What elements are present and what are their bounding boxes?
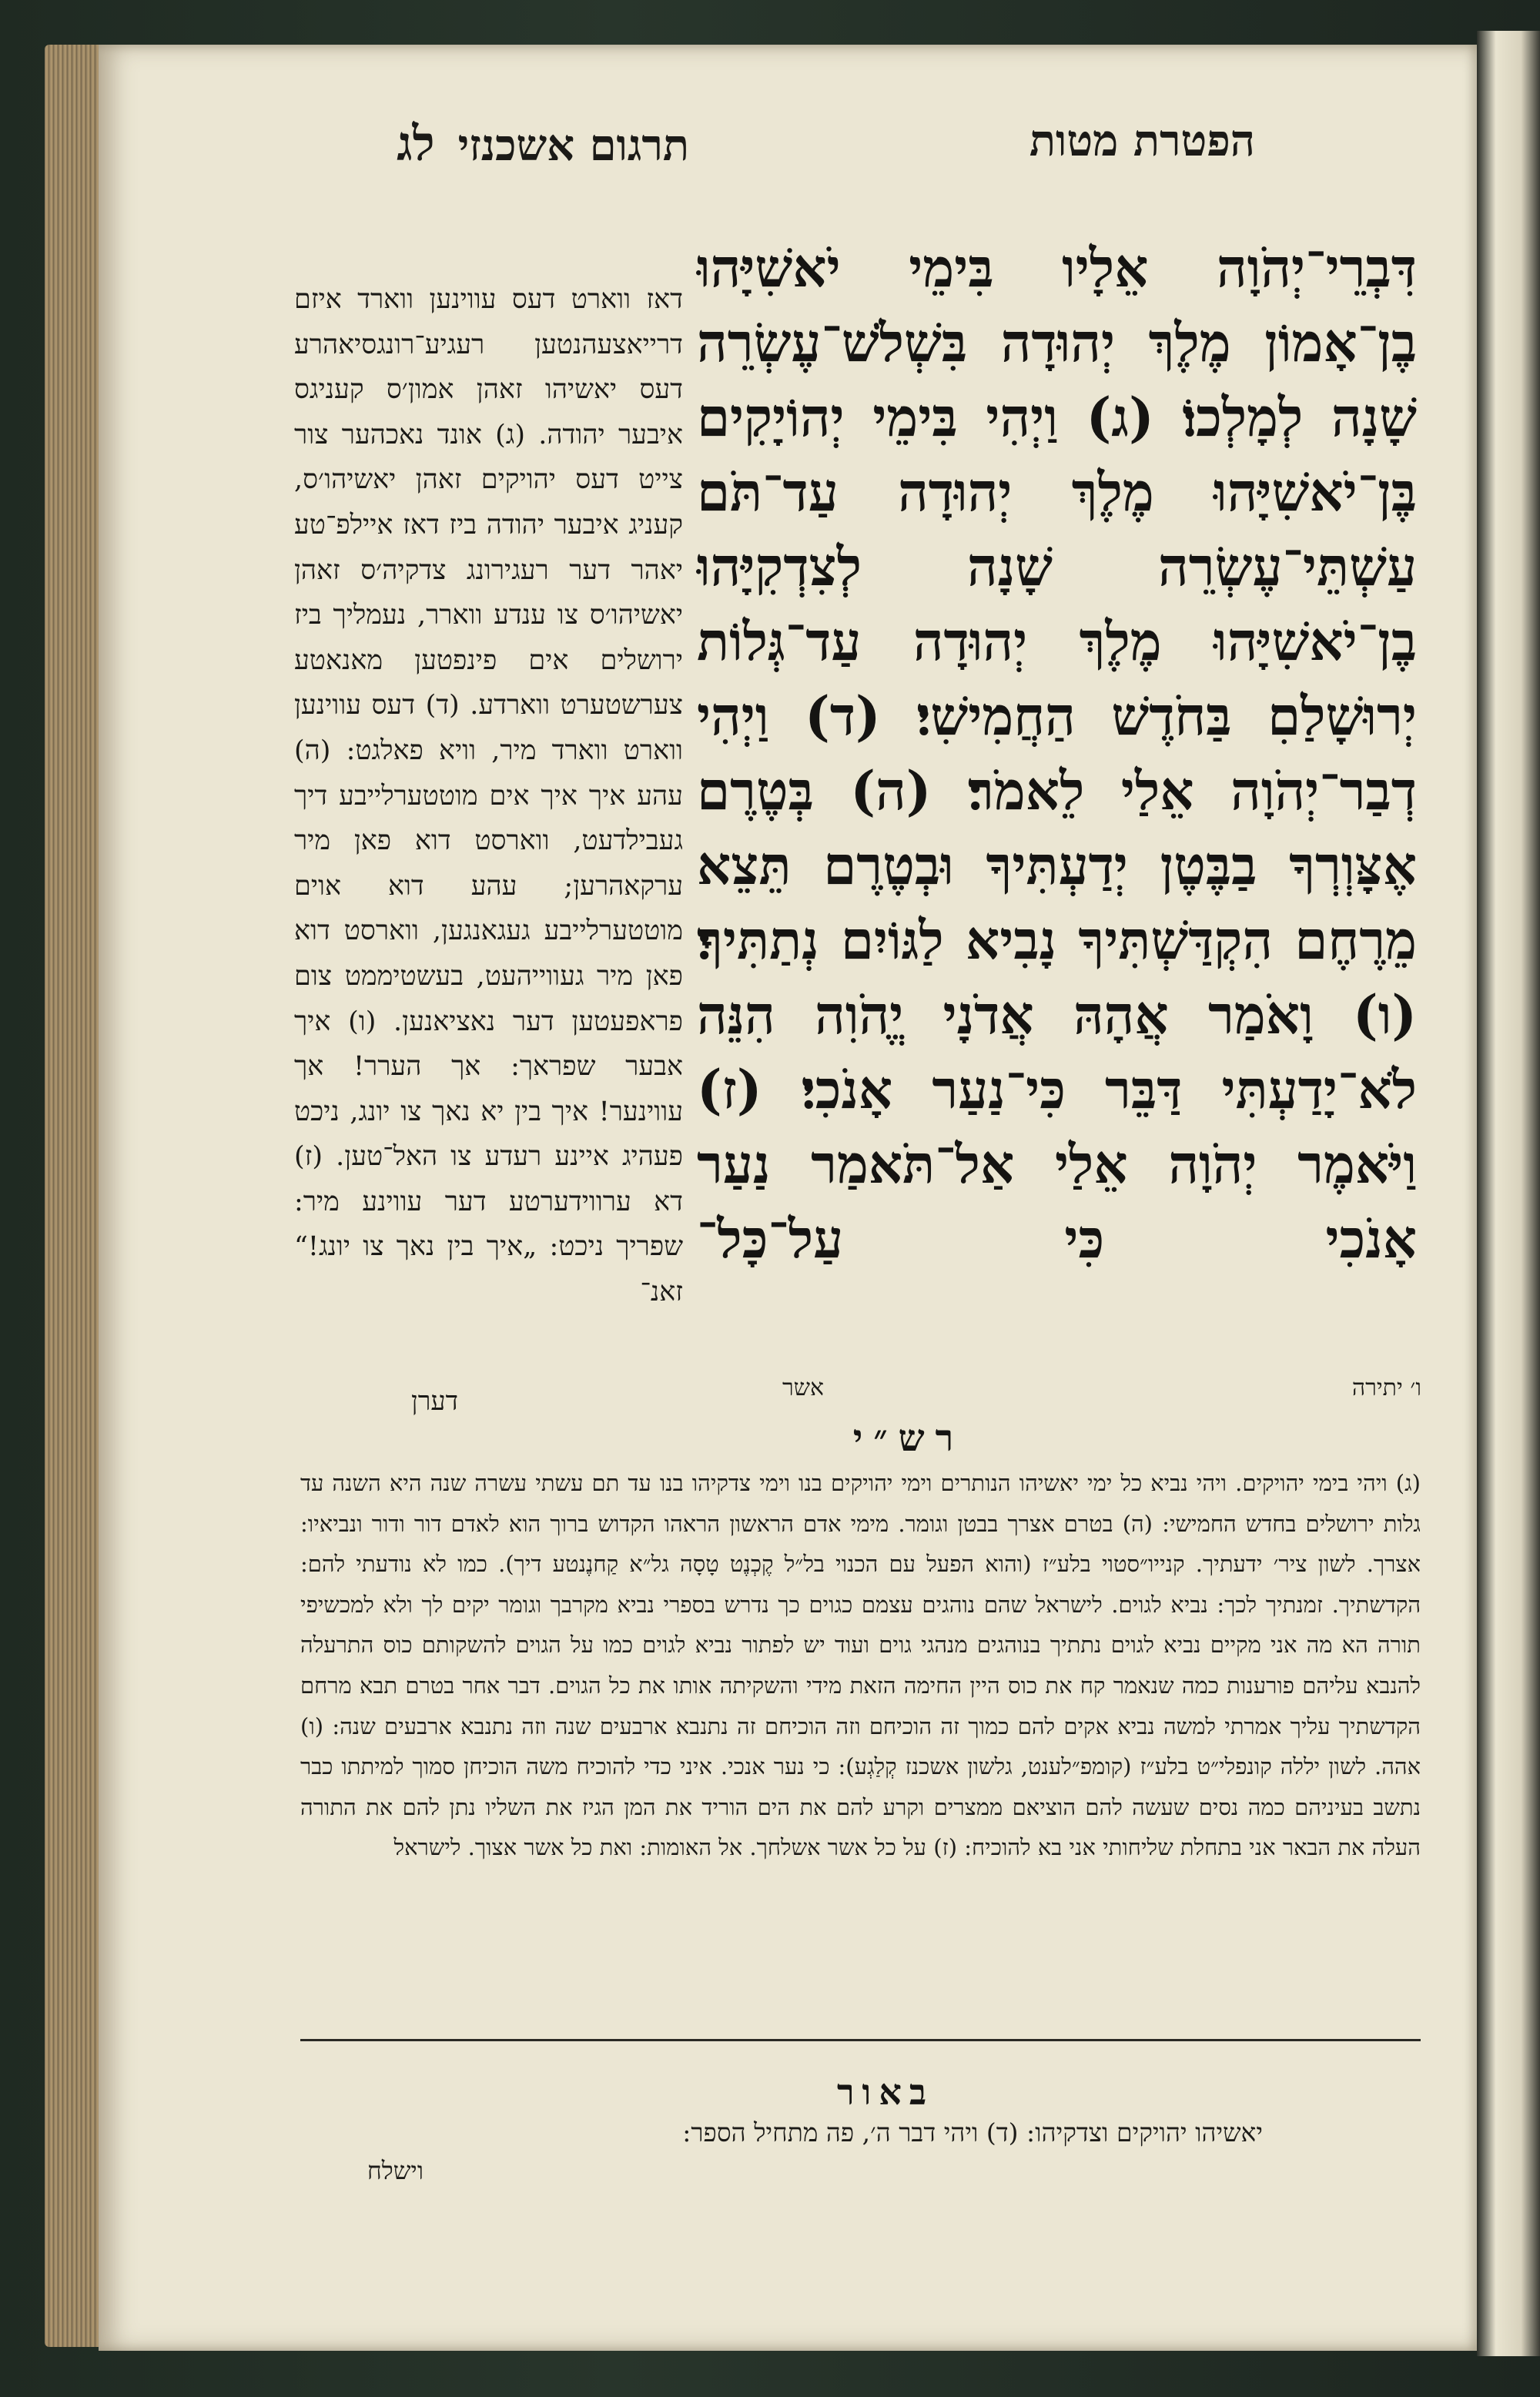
- header-title-right: הפטרת מטות: [1029, 115, 1255, 166]
- catchword-main-left: אשר: [782, 1374, 824, 1401]
- main-hebrew-text: דִּבְרֵי־יְהֹוָה אֵלָיו בִּימֵי יֹאשִׁיָּהוּ בֶן־אָמוֹן מֶלֶךְ יְהוּדָה בִּשְׁלֹשׁ־עֶשְׂרֵה שָׁנָה לְמָלְכוֹ׃ (ג) וַיְהִי בִּימֵי יְהוֹיָקִים בֶּן־יֹאשִׁיָּהוּ מֶלֶךְ יְהוּדָה עַד־תֹּם עַשְׁתֵּי־עֶשְׂרֵה שָׁנָה לְצִדְקִיָּהוּ בֶן־יֹאשִׁיָּהוּ מֶלֶךְ יְהוּדָה עַד־גְּלוֹת יְרוּשָׁלַםִ בַּחֹדֶשׁ הַחֲמִישִׁי׃ (ד) וַיְהִי דְבַר־יְהֹוָה אֵלַי לֵאמֹר׃ (ה) בְּטֶרֶם אֶצָּוְרְךָ בַבֶּטֶן יְדַעְתִּיךָ וּבְטֶרֶם תֵּצֵא מֵרֶחֶם הִקְדַּשְׁתִּיךָ נָבִיא לַגּוֹיִם נְתַתִּיךָ׃ (ו) וָאֹמַר אֲהָהּ אֲדֹנָי יֱהֹוִה הִנֵּה לֹא־יָדַעְתִּי דַּבֵּר כִּי־נַעַר אָנֹכִי׃ (ז) וַיֹּאמֶר יְהֹוָה אֵלַי אַל־תֹּאמַר נַעַר אָנֹכִי כִּי עַל־כָּל־: [697, 237, 1417, 1270]
- divider-rule: [300, 2039, 1421, 2041]
- facing-page-edge: [1477, 31, 1540, 2356]
- header-title-left: תרגום אשכנזי: [457, 120, 689, 171]
- beur-heading: באור: [836, 2071, 935, 2113]
- rashi-heading: רש״י: [852, 1417, 965, 1460]
- catchword-translation: דערן: [411, 1386, 458, 1417]
- catchword-bottom: וישלח: [367, 2156, 424, 2185]
- beur-commentary-text: יאשיהו יהויקים וצדקיהו: (ד) ויהי דבר ה׳, פה מתחיל הספר:: [682, 2117, 1263, 2148]
- catchword-main-right: ו׳ יתירה: [1351, 1374, 1421, 1401]
- chapter-number: לג: [397, 115, 435, 172]
- page-edges: [45, 45, 106, 2347]
- ashkenazi-translation-text: דאז ווארט דעס עווינען ווארד איזם דרייאצעהנטען רעגיע־רונגסיאהרע דעס יאשיהו זאהן אמון׳ס קעניגס איבער יהודה. (ג) אונד נאכהער צור צייט דעס יהויקים זאהן יאשיהו׳ס, קעניג איבער יהודה ביז דאז איילפ־טע יאהר דער רעגירונג צדקיה׳ס זאהן יאשיהו׳ס צו ענדע ווארר, נעמליך ביז ירושלים אים פינפטען מאנאטע צערשטערט ווארדע. (ד) דעס עווינען ווארט ווארד מיר, וויא פאלגט: (ה) עהע איך איך אים מוטטערלייבע דיך געבילדעט, ווארסט דוא פאן מיר ערקאהרען; עהע דוא אוים מוטטערלייבע געגאנגען, ווארסט דוא פאן מיר געווייהעט, בעשטיממט צום פראפעטען דער נאציאנען. (ו) איך אבער שפראך: אך הערר! אך עווינער! איך בין יא נאך צו יונג, ניכט פעהיג איינע רעדע צו האל־טען. (ז) דא ערווידערטע דער עווינע מיר: שפריך ניכט: „איך בין נאך צו יונג!“ זאנ־: [294, 284, 683, 1308]
- rashi-commentary-text: (ג) ויהי בימי יהויקים. ויהי נביא כל ימי יאשיהו הנותרים וימי יהויקים בנו וימי צדקיהו בנו עד תם עשתי עשרה שנה היא השנה עד גלות ירושלים בחדש החמישי: (ה) בטרם אצרך בבטן וגומר. מימי אדם הראשון הראהו הקדוש ברוך הוא לאדם דור ודור ונביאיו: אצרך. לשון ציר׳ ידעתיך. קנייו״סטוי בלע״ז (והוא הפעל עם הכנוי בל״ל קֶכְנֶט טָסָה גל״א קַחנֶנטע דיך). כמו לא נודעתי להם: הקדשתיך. זמנתיך לכך: נביא לגוים. לישראל שהם נוהגים עצמם כגוים כך נדרש בספרי נביא מקרבך וגומר יקים לך ולא למכשיפי תורה הא מה אני מקיים נביא לגוים נתתיך בנוהגים מנהגי גוים ועוד יש לפתור נביא לגוים כמו על הגוים להשקותם כוס התרעלה להנבא עליהם פורענות כמה שנאמר קח את כוס היין החימה הזאת מידי והשקיתה אותו את כל הגוים. דבר אחר בטרם תבא מרחם הקדשתיך עליך אמרתי למשה נביא אקים להם כמוך זה הוכיחם וזה הוכיחם זה נתנבא ארבעים שנה וזה נתנבא ארבעים שנה: (ו) אהה. לשון יללה קונפלי״ט בלע״ז (קומפ״לענט, גלשון אשכנז קְלַגְע): כי נער אנכי. איני כדי להוכיח משה הוכיחן סמוך למיתתו כבר נתשב בעיניהם כמה נסים שעשה להם הוציאם ממצרים וקרע להם את הים הוריד את המן הגיז את השליו נתן להם את התורה העלה את הבאר אני בתחלת שליחותי אני בא להוכיח: (ז) על כל אשר אשלחך. אל האומות: ואת כל אשר אצוך. לישראל: [300, 1470, 1421, 1861]
- header-left: [166, 115, 689, 172]
